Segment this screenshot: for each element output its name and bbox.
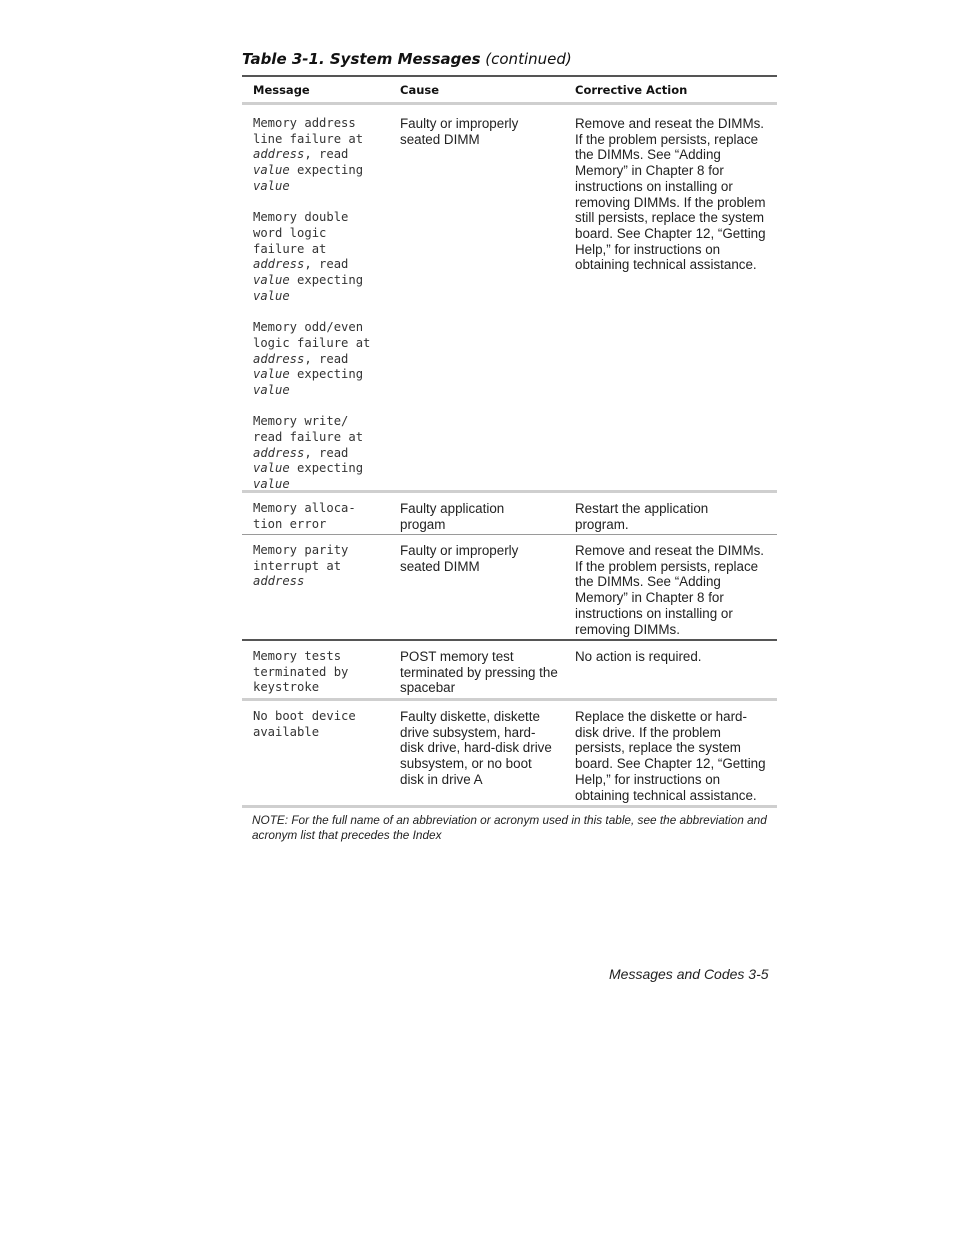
cause-cell: Faulty diskette, diskette drive subsystem, hard-disk drive, hard-disk drive subsystem, or no boot disk in drive A [400,709,552,787]
table-row [242,493,777,534]
action-cell: Remove and reseat the DIMMs. If the problem persists, replace the DIMMs. See “Adding Memory” in Chapter 8 for instructions on installing or removing DIMMs. [575,543,765,637]
message-text: Memory write/ read failure at address, read value expecting value [253,414,364,492]
table-row [242,535,777,639]
table-title: Table 3-1. System Messages [242,50,481,68]
cause-cell: POST memory test terminated by pressing the spacebar [400,649,558,696]
header-message: Message [253,82,310,97]
page-footer: Messages and Codes 3-5 [609,966,769,982]
header-corrective-action: Corrective Action [575,82,688,97]
cause-cell: Faulty or improperly seated DIMM [400,543,519,574]
table-row [242,105,777,490]
message-text: Memory double word logic failure at address, read value expecting value [253,210,364,303]
table-bottom-rule [242,805,777,808]
message-text: Memory address line failure at address, read value expecting value [253,116,364,193]
message-cell: Memory alloca- tion error [253,501,356,531]
cause-cell: Faulty or improperly seated DIMM [400,116,519,147]
action-cell: No action is required. [575,649,702,664]
message-cell: No boot device available [253,709,356,739]
message-cell [253,116,398,493]
table-row [242,641,777,698]
action-cell: Remove and reseat the DIMMs. If the problem persists, replace the DIMMs. See “Adding Memory” in Chapter 8 for instructions on installing or removing DIMMs. If the problem still persists, replace the system board. See Chapter 12, “Getting Help,” for instructions on obtaining technical assistance. [575,116,766,273]
action-cell: Restart the application program. [575,501,709,532]
table-header-row [242,77,777,102]
table-note: NOTE: For the full name of an abbreviation or acronym used in this table, see the abbreviation and acronym list that precedes the Index [252,813,767,842]
action-cell: Replace the diskette or hard-disk drive. If the problem persists, replace the system board. See Chapter 12, “Getting Help,” for instructions on obtaining technical assistance. [575,709,766,803]
header-cause: Cause [400,82,440,97]
message-cell: Memory parity interrupt at address [253,543,349,589]
system-messages-table [242,75,777,808]
message-text: Memory odd/even logic failure at address, read value expecting value [253,320,371,397]
message-cell: Memory tests terminated by keystroke [253,649,349,695]
table-caption [242,50,572,68]
table-row [242,701,777,805]
table-continued: (continued) [485,50,572,68]
cause-cell: Faulty application progam [400,501,505,532]
